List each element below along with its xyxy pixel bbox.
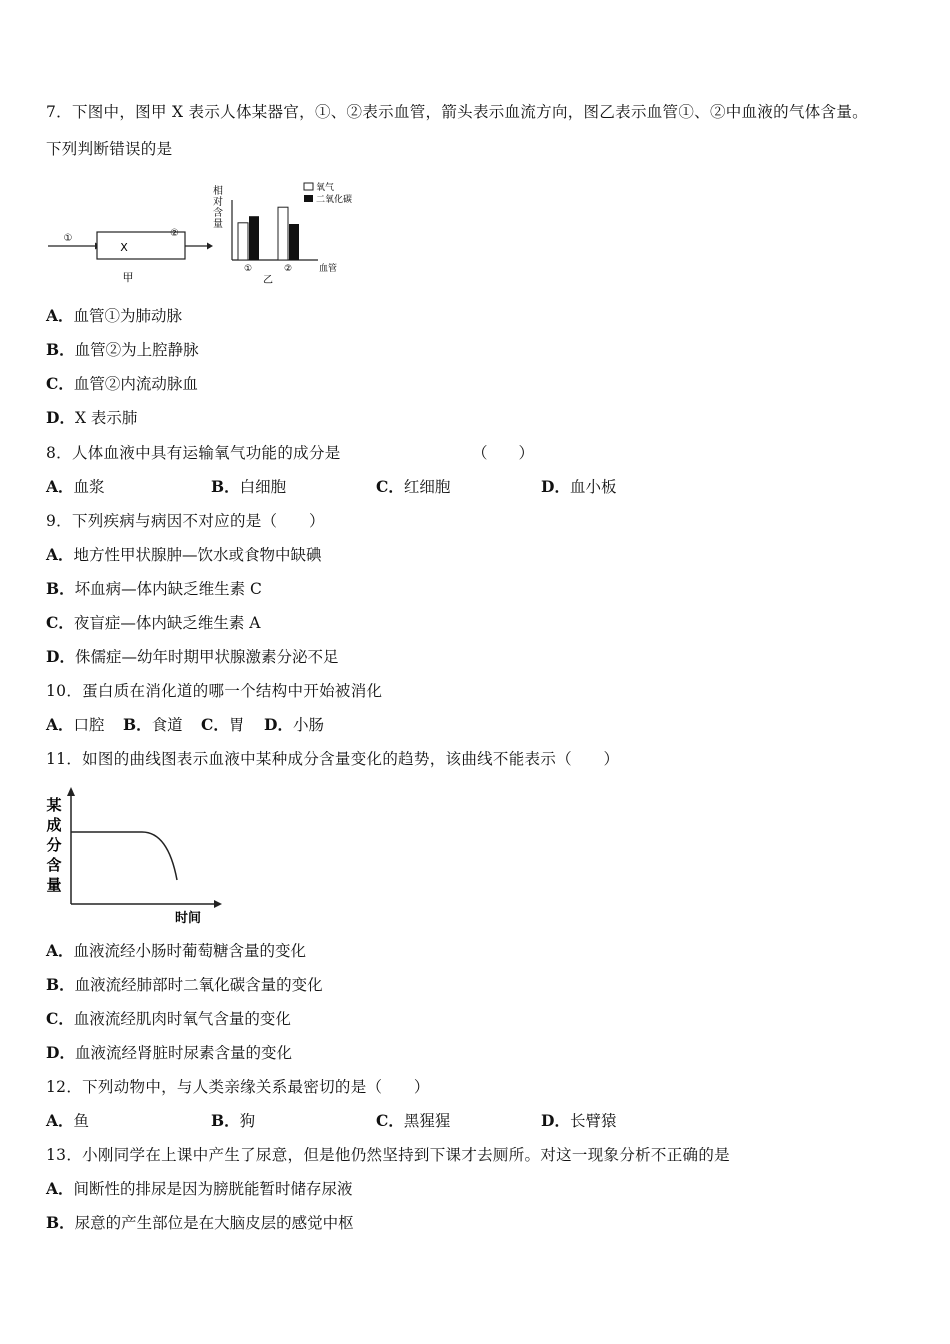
legend-co2-swatch [304,195,313,202]
q8-option-c [376,477,450,497]
q8-stem: 8．人体血液中具有运输氧气功能的成分是 [46,444,341,462]
q10-stem: 10．蛋白质在消化道的哪一个结构中开始被消化 [46,682,383,700]
option-key: B． [211,477,240,496]
q7-stem-line1: 7．下图中，图甲 X 表示人体某器官，①、②表示血管，箭头表示血流方向，图乙表示血管①、②中血液的气体含量。 [46,103,868,121]
q7-option-d [46,408,137,428]
q12-option-d [541,1111,616,1131]
legend-co2: 二氧化碳 [316,195,353,205]
q7-jia-label-out-text: ② [170,228,179,239]
q10-option-a [46,715,105,735]
yi-x-tick: ② [283,264,293,274]
option-text: 尿意的产生部位是在大脑皮层的感觉中枢 [74,1214,354,1232]
option-text: 血液流经肌肉时氧气含量的变化 [73,1010,291,1028]
q9-option-b [46,579,262,599]
q11-option-d [46,1043,292,1063]
q10-option-b [123,715,183,735]
q11-x-label: 时间 [174,911,202,926]
option-text: X 表示肺 [74,409,138,427]
option-key: D． [46,647,75,666]
yi-x-label: 血管 [319,264,338,274]
q7-figure-yi [208,180,388,292]
q11-y-label-char: 量 [46,876,62,894]
option-key: A． [46,1179,74,1198]
yi-caption: 乙 [263,275,273,286]
q11-curve-line [71,832,177,880]
legend-oxygen: 氧气 [316,183,335,193]
option-text: 血管②内流动脉血 [73,375,198,393]
option-key: A． [46,306,74,325]
q11-y-label-char: 某 [46,796,62,814]
option-key: D． [46,1043,75,1062]
q12-stem: 12．下列动物中，与人类亲缘关系最密切的是（ ） [46,1078,430,1096]
q11-option-a [46,941,306,961]
q7-option-a [46,306,182,326]
q9-option-d [46,647,338,667]
option-text: 胃 [228,716,245,734]
yi-x-tick: ① [243,264,253,274]
option-key: C． [201,715,229,734]
option-text: 血浆 [73,478,105,496]
option-text: 血管①为肺动脉 [73,307,183,325]
yi-y-label-char: 对 [213,197,223,208]
q11-option-c [46,1009,291,1029]
option-text: 坏血病—体内缺乏维生素 C [74,580,262,598]
option-text: 间断性的排尿是因为膀胱能暂时储存尿液 [73,1180,353,1198]
yi-y-label-char: 相 [213,186,223,197]
q9-option-c [46,613,260,633]
option-text: 血管②为上腔静脉 [74,341,199,359]
q11-figure-curve [44,784,234,930]
option-key: B． [46,340,75,359]
option-key: C． [376,477,404,496]
legend-oxygen-swatch [304,183,313,190]
option-text: 夜盲症—体内缺乏维生素 A [73,614,261,632]
option-key: C． [46,1009,74,1028]
option-key: D． [541,477,570,496]
q13-option-a [46,1179,353,1199]
option-key: B． [123,715,152,734]
q11-y-label-char: 分 [46,836,62,854]
option-text: 红细胞 [403,478,451,496]
q9-stem: 9．下列疾病与病因不对应的是（ ） [46,512,325,530]
bar-co2-vessel-1 [249,216,259,260]
q11-y-label-char: 成 [46,816,62,834]
option-key: A． [46,715,74,734]
option-text: 地方性甲状腺肿—饮水或食物中缺碘 [73,546,322,564]
q12-option-b [211,1111,255,1131]
option-key: A． [46,941,74,960]
option-text: 小肠 [292,716,324,734]
option-text: 口腔 [73,716,105,734]
yi-y-label-char: 量 [213,219,223,230]
option-key: B． [46,1213,75,1232]
option-key: C． [376,1111,404,1130]
q11-option-b [46,975,323,995]
q7-jia-label-in: ① [63,233,73,244]
option-key: B． [211,1111,240,1130]
option-key: D． [264,715,293,734]
option-text: 长臂猿 [569,1112,617,1130]
q11-stem: 11．如图的曲线图表示血液中某种成分含量变化的趋势，该曲线不能表示（ ） [46,750,620,768]
q8-paren: （ ） [472,444,535,462]
option-text: 狗 [239,1112,256,1130]
option-text: 黑猩猩 [403,1112,451,1130]
q7-stem-line2: 下列判断错误的是 [46,140,173,158]
option-key: A． [46,1111,74,1130]
bar-co2-vessel-2 [289,224,299,260]
option-key: A． [46,545,74,564]
option-key: D． [541,1111,570,1130]
option-key: D． [46,408,75,427]
q8-option-a [46,477,105,497]
q7-jia-caption: 甲 [122,271,134,284]
q9-option-a [46,545,322,565]
q12-option-c [376,1111,450,1131]
option-text: 侏儒症—幼年时期甲状腺激素分泌不足 [74,648,339,666]
bar-oxygen-vessel-1 [238,223,248,260]
option-text: 鱼 [73,1112,90,1130]
q8-option-d [541,477,616,497]
option-key: B． [46,975,75,994]
q7-jia-box-label: X [120,241,128,254]
q13-stem: 13．小刚同学在上课中产生了尿意，但是他仍然坚持到下课才去厕所。对这一现象分析不正确的是 [46,1146,730,1164]
bar-oxygen-vessel-2 [278,207,288,260]
option-text: 食道 [151,716,183,734]
option-text: 白细胞 [239,478,287,496]
q13-option-b [46,1213,354,1233]
yi-y-label-char: 含 [213,208,223,219]
q10-option-d [264,715,324,735]
q8-option-b [211,477,286,497]
option-text: 血液流经肾脏时尿素含量的变化 [74,1044,292,1062]
option-key: A． [46,477,74,496]
option-key: C． [46,374,74,393]
q10-option-c [201,715,244,735]
option-text: 血小板 [569,478,617,496]
option-text: 血液流经小肠时葡萄糖含量的变化 [73,942,307,960]
q7-option-c [46,374,198,394]
option-key: C． [46,613,74,632]
q11-y-label-char: 含 [46,856,62,874]
q7-option-b [46,340,199,360]
q12-option-a [46,1111,89,1131]
option-text: 血液流经肺部时二氧化碳含量的变化 [74,976,323,994]
option-key: B． [46,579,75,598]
